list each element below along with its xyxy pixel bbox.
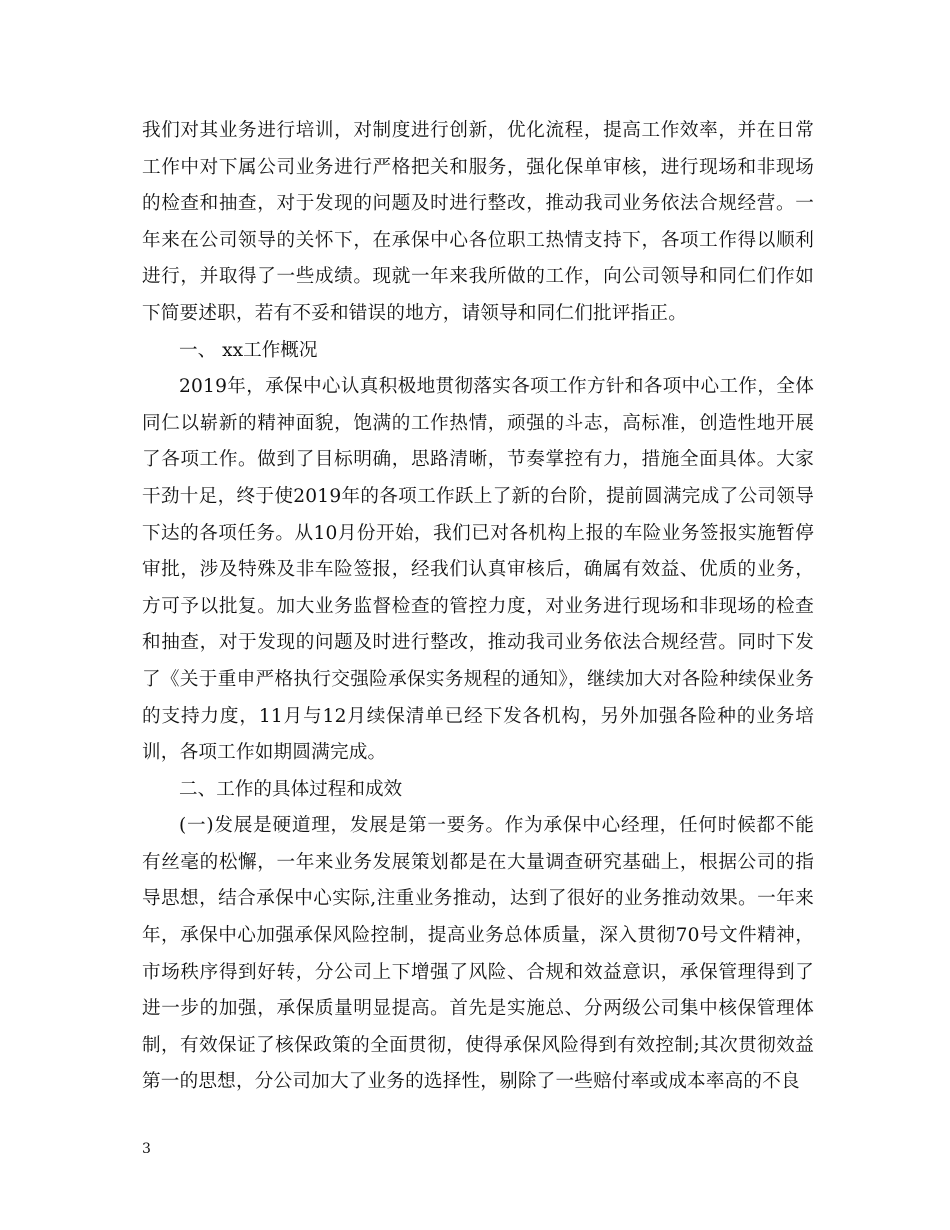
section-heading-overview: 一、 xx工作概况 bbox=[179, 339, 318, 361]
paragraph-continuation: 我们对其业务进行培训，对制度进行创新，优化流程，提高工作效率，并在日常工作中对下属公司业务进行严格把关和服务，强化保单审核，进行现场和非现场的检查和抽查，对于发现的问题及时进行整改，推动我司业务依法合规经营。一年来在公司领导的关怀下，在承保中心各位职工热情支持下，各项工作得以顺利进行，并取得了一些成绩。现就一年来我所做的工作，向公司领导和同仁们作如下简要述职，若有不妥和错误的地方，请领导和同仁们批评指正。 bbox=[142, 120, 814, 324]
document-body bbox=[142, 113, 814, 1101]
paragraph-overview: 2019年，承保中心认真积极地贯彻落实各项工作方针和各项中心工作，全体同仁以崭新的精神面貌，饱满的工作热情，顽强的斗志，高标准，创造性地开展了各项工作。做到了目标明确，思路清晰，节奏掌控有力，措施全面具体。大家干劲十足，终于使2019年的各项工作跃上了新的台阶，提前圆满完成了公司领导下达的各项任务。从10月份开始，我们已对各机构上报的车险业务签报实施暂停审批，涉及特殊及非车险签报，经我们认真审核后，确属有效益、优质的业务，方可予以批复。加大业务监督检查的管控力度，对业务进行现场和非现场的检查和抽查，对于发现的问题及时进行整改，推动我司业务依法合规经营。同时下发了《关于重申严格执行交强险承保实务规程的通知》，继续加大对各险种续保业务的支持力度，11月与12月续保清单已经下发各机构，另外加强各险种的业务培训，各项工作如期圆满完成。 bbox=[142, 376, 814, 764]
page-number: 3 bbox=[142, 1141, 151, 1157]
section-heading-process: 二、工作的具体过程和成效 bbox=[179, 778, 403, 800]
paragraph-development: (一)发展是硬道理，发展是第一要务。作为承保中心经理，任何时候都不能有丝毫的松懈，一年来业务发展策划都是在大量调查研究基础上，根据公司的指导思想，结合承保中心实际,注重业务推动，达到了很好的业务推动效果。一年来年，承保中心加强承保风险控制，提高业务总体质量，深入贯彻70号文件精神，市场秩序得到好转，分公司上下增强了风险、合规和效益意识，承保管理得到了进一步的加强，承保质量明显提高。首先是实施总、分两级公司集中核保管理体制，有效保证了核保政策的全面贯彻，使得承保风险得到有效控制;其次贯彻效益第一的思想，分公司加大了业务的选择性，剔除了一些赔付率或成本率高的不良 bbox=[142, 815, 814, 1093]
